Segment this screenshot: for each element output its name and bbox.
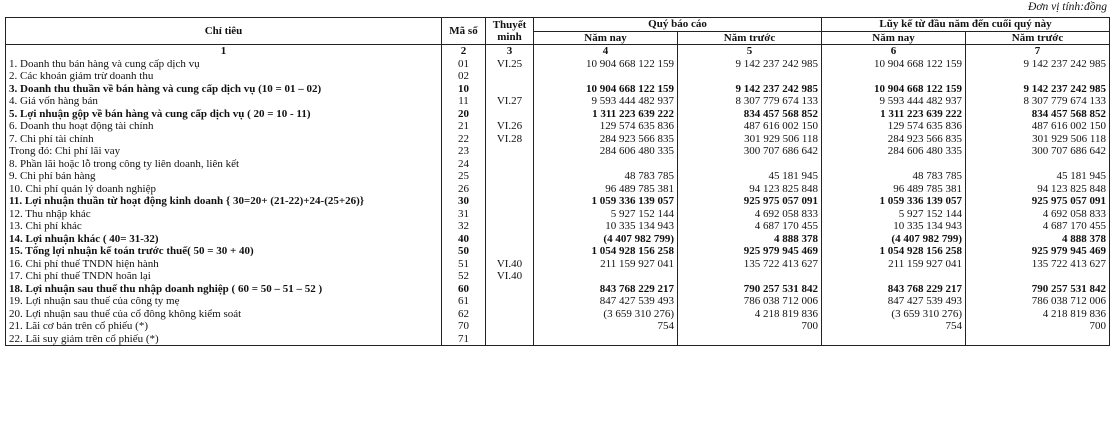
cell-quarter-this-year: 211 159 927 041: [534, 258, 678, 271]
cell-ytd-this-year: 284 923 566 835: [822, 133, 966, 146]
cell-ytd-last-year: [966, 158, 1110, 171]
cell-quarter-this-year: 284 606 480 335: [534, 145, 678, 158]
cell-quarter-last-year: 790 257 531 842: [678, 283, 822, 296]
cell-code: 70: [442, 320, 486, 333]
cell-quarter-this-year: 96 489 785 381: [534, 183, 678, 196]
table-row: [6, 208, 1110, 221]
cell-code: 51: [442, 258, 486, 271]
cell-note: [486, 208, 534, 221]
cell-ytd-this-year: 10 335 134 943: [822, 220, 966, 233]
cell-quarter-last-year: 925 975 057 091: [678, 195, 822, 208]
cell-ytd-this-year: 1 054 928 156 258: [822, 245, 966, 258]
cell-note: VI.28: [486, 133, 534, 146]
header-ytd: Lũy kế từ đầu năm đến cuối quý này: [822, 18, 1110, 32]
cell-quarter-last-year: 9 142 237 242 985: [678, 83, 822, 96]
table-row: [6, 295, 1110, 308]
cell-code: 23: [442, 145, 486, 158]
cell-quarter-this-year: 48 783 785: [534, 170, 678, 183]
cell-quarter-this-year: 9 593 444 482 937: [534, 95, 678, 108]
cell-ytd-this-year: 1 059 336 139 057: [822, 195, 966, 208]
cell-item: 18. Lợi nhuận sau thuế thu nhập doanh nghiệp ( 60 = 50 – 51 – 52 ): [6, 283, 442, 296]
cell-quarter-last-year: 301 929 506 118: [678, 133, 822, 146]
cell-ytd-this-year: 9 593 444 482 937: [822, 95, 966, 108]
cell-note: [486, 308, 534, 321]
cell-code: 21: [442, 120, 486, 133]
cell-code: 52: [442, 270, 486, 283]
cell-item: 17. Chi phí thuế TNDN hoãn lại: [6, 270, 442, 283]
cell-code: 40: [442, 233, 486, 246]
cell-quarter-this-year: 129 574 635 836: [534, 120, 678, 133]
table-row: [6, 258, 1110, 271]
cell-ytd-last-year: 45 181 945: [966, 170, 1110, 183]
cell-item: 19. Lợi nhuận sau thuế của công ty mẹ: [6, 295, 442, 308]
cell-note: VI.40: [486, 270, 534, 283]
cell-code: 31: [442, 208, 486, 221]
cell-ytd-last-year: 4 692 058 833: [966, 208, 1110, 221]
cell-code: 61: [442, 295, 486, 308]
header-note-line2: minh: [497, 31, 522, 43]
cell-item: 13. Chi phí khác: [6, 220, 442, 233]
cell-quarter-last-year: 786 038 712 006: [678, 295, 822, 308]
cell-quarter-last-year: [678, 70, 822, 83]
table-row: [6, 320, 1110, 333]
cell-ytd-this-year: 843 768 229 217: [822, 283, 966, 296]
cell-quarter-this-year: [534, 270, 678, 283]
header-item: Chỉ tiêu: [6, 18, 442, 45]
cell-quarter-this-year: 284 923 566 835: [534, 133, 678, 146]
cell-code: 26: [442, 183, 486, 196]
header-quarter-last-year: Năm trước: [678, 31, 822, 45]
cell-code: 24: [442, 158, 486, 171]
cell-ytd-this-year: 211 159 927 041: [822, 258, 966, 271]
cell-ytd-last-year: 487 616 002 150: [966, 120, 1110, 133]
cell-quarter-this-year: 754: [534, 320, 678, 333]
cell-ytd-last-year: 4 888 378: [966, 233, 1110, 246]
cell-quarter-last-year: 8 307 779 674 133: [678, 95, 822, 108]
cell-quarter-last-year: [678, 333, 822, 346]
cell-note: VI.27: [486, 95, 534, 108]
table-row: [6, 333, 1110, 346]
cell-item: 20. Lợi nhuận sau thuế của cổ đông không kiểm soát: [6, 308, 442, 321]
column-index-row: [6, 45, 1110, 58]
cell-note: [486, 245, 534, 258]
column-index: 6: [822, 45, 966, 58]
cell-code: 22: [442, 133, 486, 146]
cell-ytd-this-year: 129 574 635 836: [822, 120, 966, 133]
cell-item: 16. Chi phí thuế TNDN hiện hành: [6, 258, 442, 271]
cell-ytd-this-year: 754: [822, 320, 966, 333]
cell-note: VI.40: [486, 258, 534, 271]
cell-quarter-this-year: 1 054 928 156 258: [534, 245, 678, 258]
cell-note: VI.25: [486, 58, 534, 71]
cell-item: 9. Chi phí bán hàng: [6, 170, 442, 183]
cell-quarter-last-year: 487 616 002 150: [678, 120, 822, 133]
table-row: [6, 183, 1110, 196]
cell-quarter-last-year: 4 692 058 833: [678, 208, 822, 221]
cell-note: [486, 333, 534, 346]
cell-note: VI.26: [486, 120, 534, 133]
cell-ytd-last-year: 8 307 779 674 133: [966, 95, 1110, 108]
cell-note: [486, 233, 534, 246]
table-row: [6, 245, 1110, 258]
cell-quarter-this-year: (4 407 982 799): [534, 233, 678, 246]
cell-note: [486, 283, 534, 296]
table-row: [6, 120, 1110, 133]
column-index: 3: [486, 45, 534, 58]
header-quarter-this-year: Năm nay: [534, 31, 678, 45]
cell-item: 11. Lợi nhuận thuần từ hoạt động kinh doanh { 30=20+ (21-22)+24-(25+26)}: [6, 195, 442, 208]
cell-ytd-last-year: 94 123 825 848: [966, 183, 1110, 196]
cell-item: 10. Chi phí quản lý doanh nghiệp: [6, 183, 442, 196]
cell-ytd-this-year: [822, 333, 966, 346]
cell-ytd-last-year: [966, 333, 1110, 346]
cell-item: 3. Doanh thu thuần về bán hàng và cung cấp dịch vụ (10 = 01 – 02): [6, 83, 442, 96]
cell-note: [486, 83, 534, 96]
income-statement-table: [5, 17, 1110, 346]
cell-quarter-this-year: 847 427 539 493: [534, 295, 678, 308]
cell-ytd-last-year: 700: [966, 320, 1110, 333]
cell-code: 62: [442, 308, 486, 321]
cell-item: Trong đó: Chi phí lãi vay: [6, 145, 442, 158]
cell-item: 1. Doanh thu bán hàng và cung cấp dịch vụ: [6, 58, 442, 71]
cell-note: [486, 295, 534, 308]
cell-item: 21. Lãi cơ bản trên cổ phiếu (*): [6, 320, 442, 333]
column-index: 7: [966, 45, 1110, 58]
cell-quarter-this-year: 1 059 336 139 057: [534, 195, 678, 208]
column-index: 4: [534, 45, 678, 58]
cell-ytd-this-year: [822, 70, 966, 83]
header-code: Mã số: [442, 18, 486, 45]
cell-quarter-this-year: [534, 333, 678, 346]
cell-quarter-this-year: [534, 158, 678, 171]
cell-quarter-last-year: 45 181 945: [678, 170, 822, 183]
cell-quarter-last-year: 4 888 378: [678, 233, 822, 246]
cell-quarter-this-year: (3 659 310 276): [534, 308, 678, 321]
cell-ytd-this-year: [822, 270, 966, 283]
cell-quarter-last-year: 9 142 237 242 985: [678, 58, 822, 71]
column-index: 1: [6, 45, 442, 58]
cell-ytd-this-year: 1 311 223 639 222: [822, 108, 966, 121]
cell-ytd-last-year: 925 979 945 469: [966, 245, 1110, 258]
cell-code: 50: [442, 245, 486, 258]
cell-ytd-this-year: 48 783 785: [822, 170, 966, 183]
cell-quarter-last-year: 4 218 819 836: [678, 308, 822, 321]
cell-item: 22. Lãi suy giảm trên cổ phiếu (*): [6, 333, 442, 346]
table-row: [6, 308, 1110, 321]
cell-note: [486, 170, 534, 183]
cell-item: 6. Doanh thu hoạt động tài chính: [6, 120, 442, 133]
unit-label: Đơn vị tính:đồng: [1028, 1, 1107, 13]
cell-item: 4. Giá vốn hàng bán: [6, 95, 442, 108]
cell-code: 11: [442, 95, 486, 108]
cell-quarter-this-year: 10 904 668 122 159: [534, 58, 678, 71]
table-row: [6, 270, 1110, 283]
cell-item: 12. Thu nhập khác: [6, 208, 442, 221]
cell-code: 71: [442, 333, 486, 346]
cell-ytd-this-year: (3 659 310 276): [822, 308, 966, 321]
cell-quarter-this-year: 1 311 223 639 222: [534, 108, 678, 121]
cell-code: 20: [442, 108, 486, 121]
column-index: 2: [442, 45, 486, 58]
table-row: [6, 95, 1110, 108]
cell-ytd-last-year: 4 218 819 836: [966, 308, 1110, 321]
column-index: 5: [678, 45, 822, 58]
cell-ytd-last-year: 834 457 568 852: [966, 108, 1110, 121]
cell-code: 32: [442, 220, 486, 233]
cell-ytd-this-year: (4 407 982 799): [822, 233, 966, 246]
cell-note: [486, 70, 534, 83]
cell-code: 10: [442, 83, 486, 96]
cell-ytd-last-year: 301 929 506 118: [966, 133, 1110, 146]
header-note: [486, 18, 534, 45]
cell-ytd-this-year: 10 904 668 122 159: [822, 83, 966, 96]
table-body: [6, 45, 1110, 346]
table-row: [6, 133, 1110, 146]
cell-quarter-last-year: 300 707 686 642: [678, 145, 822, 158]
cell-quarter-last-year: 135 722 413 627: [678, 258, 822, 271]
cell-ytd-last-year: 9 142 237 242 985: [966, 58, 1110, 71]
table-row: [6, 233, 1110, 246]
cell-quarter-last-year: 925 979 945 469: [678, 245, 822, 258]
cell-note: [486, 183, 534, 196]
cell-item: 7. Chi phí tài chính: [6, 133, 442, 146]
cell-code: 60: [442, 283, 486, 296]
cell-item: 8. Phần lãi hoặc lỗ trong công ty liên doanh, liên kết: [6, 158, 442, 171]
cell-code: 30: [442, 195, 486, 208]
cell-quarter-this-year: 5 927 152 144: [534, 208, 678, 221]
table-row: [6, 195, 1110, 208]
cell-quarter-last-year: [678, 158, 822, 171]
cell-ytd-this-year: 96 489 785 381: [822, 183, 966, 196]
cell-quarter-this-year: [534, 70, 678, 83]
cell-quarter-last-year: 4 687 170 455: [678, 220, 822, 233]
cell-quarter-this-year: 843 768 229 217: [534, 283, 678, 296]
cell-note: [486, 195, 534, 208]
cell-ytd-this-year: [822, 158, 966, 171]
header-ytd-last-year: Năm trước: [966, 31, 1110, 45]
cell-note: [486, 220, 534, 233]
table-row: [6, 283, 1110, 296]
cell-ytd-last-year: 925 975 057 091: [966, 195, 1110, 208]
cell-ytd-last-year: [966, 270, 1110, 283]
cell-item: 5. Lợi nhuận gộp về bán hàng và cung cấp dịch vụ ( 20 = 10 - 11): [6, 108, 442, 121]
cell-ytd-last-year: 4 687 170 455: [966, 220, 1110, 233]
cell-quarter-last-year: [678, 270, 822, 283]
cell-ytd-this-year: 284 606 480 335: [822, 145, 966, 158]
cell-item: 14. Lợi nhuận khác ( 40= 31-32): [6, 233, 442, 246]
cell-quarter-last-year: 700: [678, 320, 822, 333]
cell-note: [486, 145, 534, 158]
cell-ytd-this-year: 5 927 152 144: [822, 208, 966, 221]
cell-ytd-last-year: 790 257 531 842: [966, 283, 1110, 296]
header-quarter: Quý báo cáo: [534, 18, 822, 32]
table-row: [6, 170, 1110, 183]
cell-quarter-last-year: 834 457 568 852: [678, 108, 822, 121]
table-row: [6, 108, 1110, 121]
cell-ytd-last-year: 9 142 237 242 985: [966, 83, 1110, 96]
cell-ytd-this-year: 10 904 668 122 159: [822, 58, 966, 71]
cell-item: 2. Các khoản giảm trừ doanh thu: [6, 70, 442, 83]
cell-quarter-last-year: 94 123 825 848: [678, 183, 822, 196]
cell-ytd-last-year: 135 722 413 627: [966, 258, 1110, 271]
table-row: [6, 83, 1110, 96]
header-note-line1: Thuyết: [492, 19, 527, 31]
cell-code: 02: [442, 70, 486, 83]
table-row: [6, 70, 1110, 83]
header-ytd-this-year: Năm nay: [822, 31, 966, 45]
cell-code: 25: [442, 170, 486, 183]
cell-note: [486, 158, 534, 171]
cell-quarter-this-year: 10 904 668 122 159: [534, 83, 678, 96]
cell-ytd-last-year: 300 707 686 642: [966, 145, 1110, 158]
cell-code: 01: [442, 58, 486, 71]
cell-item: 15. Tổng lợi nhuận kế toán trước thuế( 50 = 30 + 40): [6, 245, 442, 258]
cell-ytd-last-year: [966, 70, 1110, 83]
cell-ytd-last-year: 786 038 712 006: [966, 295, 1110, 308]
cell-quarter-this-year: 10 335 134 943: [534, 220, 678, 233]
table-row: [6, 58, 1110, 71]
table-row: [6, 145, 1110, 158]
cell-note: [486, 108, 534, 121]
cell-note: [486, 320, 534, 333]
cell-ytd-this-year: 847 427 539 493: [822, 295, 966, 308]
table-row: [6, 220, 1110, 233]
table-row: [6, 158, 1110, 171]
